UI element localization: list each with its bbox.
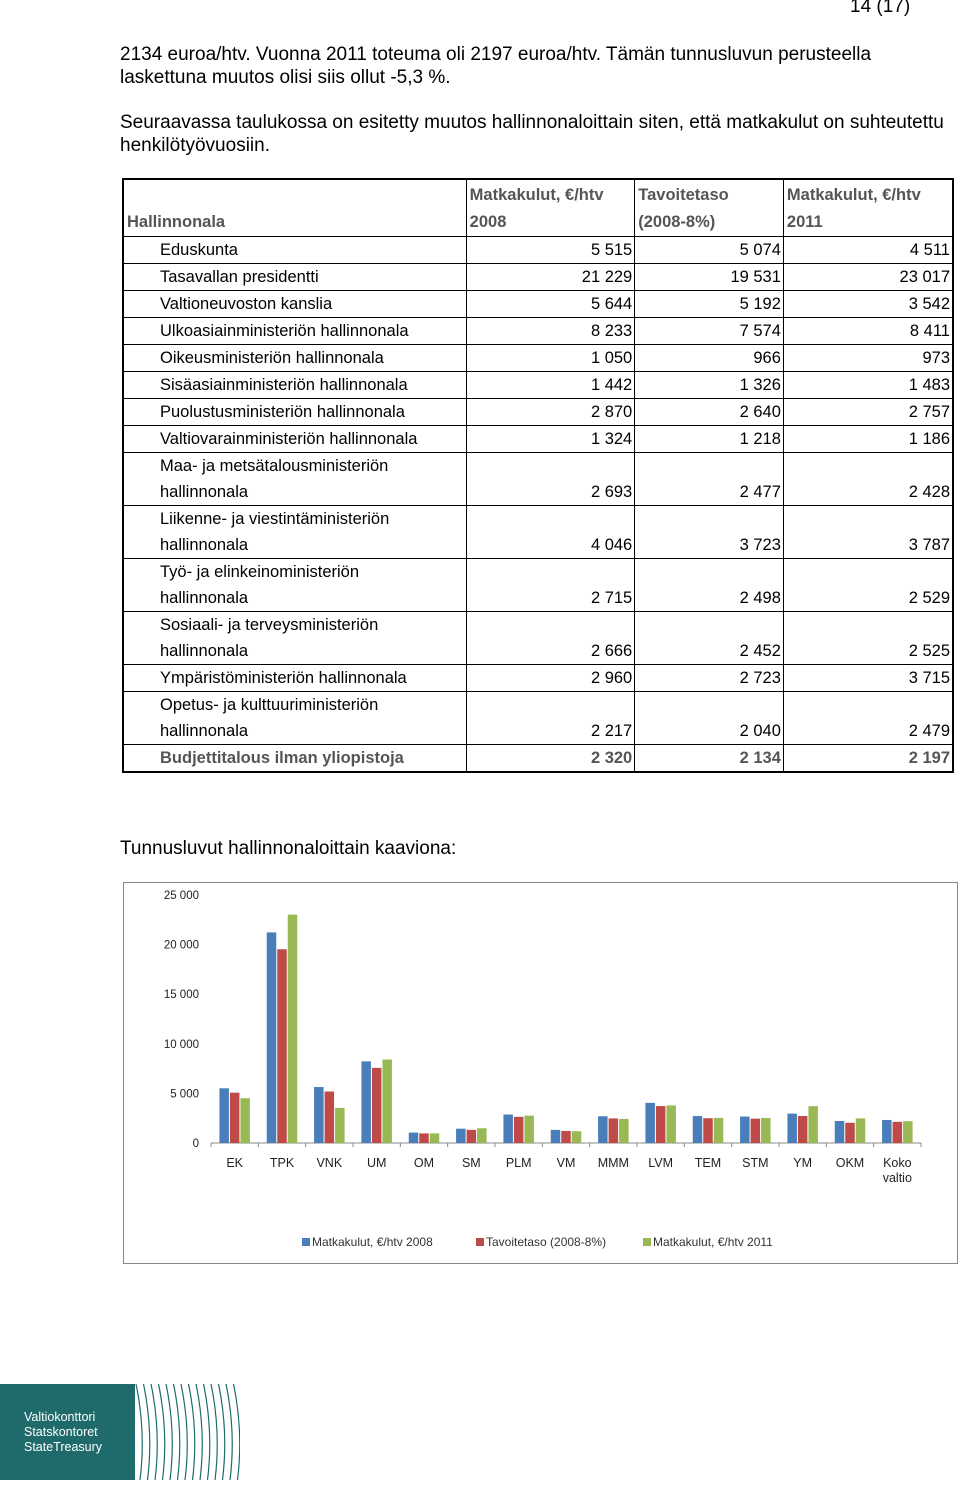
row-value-2008: 2 666 (466, 612, 635, 665)
legend-swatch (302, 1238, 310, 1246)
intro-paragraph-1: 2134 euroa/htv. Vuonna 2011 toteuma oli 2197 euroa/htv. Tämän tunnusluvun perusteella laskettuna muutos olisi siis ollut -5,3 %. (120, 44, 872, 88)
row-value-target: 2 452 (635, 612, 784, 665)
y-tick-label: 10 000 (163, 1038, 199, 1051)
table-header-row (123, 179, 953, 237)
x-tick-label: LVM (648, 1156, 674, 1170)
row-name: Liikenne- ja viestintäministeriön hallinnonala (123, 506, 466, 559)
row-value-2011: 2 757 (783, 399, 953, 426)
row-value-2011: 2 525 (783, 612, 953, 665)
header-hallinnonala: Hallinnonala (123, 179, 466, 237)
total-2011: 2 197 (783, 745, 953, 773)
header-matkakulut-2011: Matkakulut, €/htv 2011 (783, 179, 953, 237)
row-value-2008: 4 046 (466, 506, 635, 559)
bar-mmm-series-2 (609, 1118, 619, 1143)
x-tick-label: TEM (694, 1156, 722, 1170)
bar-sm-series-1 (456, 1129, 466, 1143)
table-row (123, 291, 953, 318)
page-number: 14 (17) (850, 0, 911, 17)
bar-um-series-2 (372, 1068, 382, 1143)
bar-vm-series-3 (572, 1131, 582, 1143)
logo-line-3: StateTreasury (24, 1440, 103, 1454)
table-row (123, 399, 953, 426)
x-tick-label: PLM (505, 1156, 532, 1170)
bar-stm-series-3 (761, 1118, 771, 1143)
bar-koko-valtio-series-2 (893, 1122, 903, 1143)
y-tick-label: 15 000 (163, 989, 199, 1002)
row-name: Tasavallan presidentti (123, 264, 466, 291)
row-value-target: 2 640 (635, 399, 784, 426)
bar-um-series-1 (361, 1061, 371, 1143)
bar-ek-series-3 (240, 1098, 250, 1143)
row-name: Puolustusministeriön hallinnonala (123, 399, 466, 426)
bar-tpk-series-2 (277, 949, 287, 1143)
row-value-2011: 1 186 (783, 426, 953, 453)
x-tick-label: YM (793, 1156, 813, 1170)
x-tick-label: EK (226, 1156, 244, 1170)
bar-chart-svg (124, 883, 959, 1265)
table-row (123, 372, 953, 399)
bar-vm-series-2 (561, 1131, 571, 1143)
row-value-2011: 2 479 (783, 692, 953, 745)
row-value-2008: 2 960 (466, 665, 635, 692)
row-name: Maa- ja metsätalousministeriön hallinnonala (123, 453, 466, 506)
total-target: 2 134 (635, 745, 784, 773)
row-value-2008: 1 442 (466, 372, 635, 399)
bar-vnk-series-2 (325, 1091, 335, 1143)
bar-koko-valtio-series-3 (903, 1121, 913, 1143)
row-value-target: 2 498 (635, 559, 784, 612)
bar-plm-series-2 (514, 1117, 524, 1143)
row-value-2008: 21 229 (466, 264, 635, 291)
legend-label: Matkakulut, €/htv 2008 (312, 1235, 433, 1249)
table-row (123, 612, 953, 665)
bar-plm-series-1 (503, 1115, 512, 1143)
bar-tpk-series-3 (288, 915, 298, 1143)
intro-paragraph-2: Seuraavassa taulukossa on esitetty muutos hallinnonaloittain siten, että matkakulut on suhteutettu henkilötyövuosiin. (120, 112, 944, 156)
table-row (123, 453, 953, 506)
row-value-target: 2 723 (635, 665, 784, 692)
bar-tem-series-2 (703, 1118, 713, 1143)
bar-ym-series-2 (798, 1116, 808, 1143)
table-row (123, 665, 953, 692)
table-row (123, 692, 953, 745)
row-name: Eduskunta (123, 237, 466, 264)
row-value-target: 5 192 (635, 291, 784, 318)
valtiokonttori-logo (0, 1384, 240, 1480)
bar-lvm-series-1 (645, 1103, 655, 1143)
row-value-target: 2 477 (635, 453, 784, 506)
bar-lvm-series-3 (666, 1105, 676, 1143)
row-value-target: 5 074 (635, 237, 784, 264)
bar-koko-valtio-series-1 (882, 1120, 892, 1143)
bar-sm-series-3 (477, 1128, 487, 1143)
bar-vnk-series-1 (314, 1087, 324, 1143)
table-row (123, 264, 953, 291)
legend-label: Tavoitetaso (2008-8%) (486, 1235, 607, 1249)
y-tick-label: 20 000 (163, 939, 199, 952)
x-tick-label: MMM (597, 1156, 629, 1170)
bar-stm-series-2 (751, 1119, 761, 1143)
total-2008: 2 320 (466, 745, 635, 773)
bar-ym-series-3 (808, 1106, 818, 1143)
row-value-target: 19 531 (635, 264, 784, 291)
row-name: Opetus- ja kulttuuriministeriön hallinnonala (123, 692, 466, 745)
x-tick-label: TPK (269, 1156, 295, 1170)
total-label: Budjettitalous ilman yliopistoja (123, 745, 466, 773)
bar-okm-series-1 (835, 1121, 845, 1143)
row-value-target: 1 326 (635, 372, 784, 399)
row-value-2011: 1 483 (783, 372, 953, 399)
chart-caption: Tunnusluvut hallinnonaloittain kaaviona: (120, 838, 457, 859)
row-value-2011: 4 511 (783, 237, 953, 264)
x-tick-label: VNK (316, 1156, 343, 1170)
bar-om-series-3 (430, 1133, 440, 1143)
bar-okm-series-3 (856, 1118, 866, 1143)
header-tavoitetaso: Tavoitetaso (2008-8%) (635, 179, 784, 237)
y-tick-label: 25 000 (163, 890, 199, 902)
y-tick-label: 0 (192, 1138, 199, 1150)
row-value-target: 3 723 (635, 506, 784, 559)
row-value-2008: 2 715 (466, 559, 635, 612)
bar-stm-series-1 (740, 1117, 750, 1143)
logo-line-1: Valtiokonttori (24, 1410, 96, 1424)
table-total-row (123, 745, 953, 773)
row-value-target: 966 (635, 345, 784, 372)
row-value-2008: 2 870 (466, 399, 635, 426)
row-value-2011: 2 529 (783, 559, 953, 612)
row-name: Valtioneuvoston kanslia (123, 291, 466, 318)
bar-okm-series-2 (845, 1123, 855, 1143)
row-name: Valtiovarainministeriön hallinnonala (123, 426, 466, 453)
bar-tem-series-1 (693, 1116, 703, 1143)
bar-vnk-series-3 (335, 1108, 345, 1143)
row-value-2011: 3 542 (783, 291, 953, 318)
bar-tem-series-3 (714, 1118, 724, 1143)
bar-lvm-series-2 (656, 1106, 666, 1143)
row-value-2011: 8 411 (783, 318, 953, 345)
bar-ek-series-1 (219, 1088, 229, 1143)
row-value-2008: 2 693 (466, 453, 635, 506)
row-name: Sisäasiainministeriön hallinnonala (123, 372, 466, 399)
row-value-2008: 8 233 (466, 318, 635, 345)
logo-line-2: Statskontoret (24, 1425, 98, 1439)
table-row (123, 345, 953, 372)
x-tick-label: OKM (835, 1156, 865, 1170)
row-value-2011: 2 428 (783, 453, 953, 506)
row-value-2011: 3 787 (783, 506, 953, 559)
row-value-2008: 5 515 (466, 237, 635, 264)
row-value-target: 1 218 (635, 426, 784, 453)
header-matkakulut-2008: Matkakulut, €/htv 2008 (466, 179, 635, 237)
bar-mmm-series-3 (619, 1119, 629, 1143)
bar-om-series-2 (419, 1133, 429, 1143)
row-value-target: 7 574 (635, 318, 784, 345)
row-value-2008: 5 644 (466, 291, 635, 318)
bar-plm-series-3 (524, 1116, 534, 1143)
bar-sm-series-2 (467, 1130, 477, 1143)
x-tick-label: SM (461, 1156, 481, 1170)
travel-cost-table (122, 178, 954, 773)
legend-swatch (476, 1238, 484, 1246)
y-tick-label: 5 000 (170, 1088, 199, 1101)
bar-chart (123, 882, 958, 1264)
bar-om-series-1 (409, 1133, 419, 1143)
row-value-2008: 1 324 (466, 426, 635, 453)
x-tick-label: valtio (882, 1171, 912, 1185)
table-row (123, 506, 953, 559)
row-value-2011: 23 017 (783, 264, 953, 291)
bar-ym-series-1 (787, 1114, 797, 1143)
row-value-2011: 973 (783, 345, 953, 372)
row-value-target: 2 040 (635, 692, 784, 745)
row-value-2008: 1 050 (466, 345, 635, 372)
table-row (123, 559, 953, 612)
row-name: Ympäristöministeriön hallinnonala (123, 665, 466, 692)
bar-um-series-3 (382, 1060, 392, 1143)
row-name: Työ- ja elinkeinoministeriön hallinnonala (123, 559, 466, 612)
table-row (123, 237, 953, 264)
legend-swatch (643, 1238, 651, 1246)
table-row (123, 318, 953, 345)
legend-label: Matkakulut, €/htv 2011 (653, 1235, 773, 1249)
x-tick-label: VM (556, 1156, 576, 1170)
bar-mmm-series-1 (598, 1116, 608, 1143)
row-value-2011: 3 715 (783, 665, 953, 692)
table-row (123, 426, 953, 453)
bar-tpk-series-1 (267, 932, 277, 1143)
bar-ek-series-2 (230, 1093, 240, 1143)
row-value-2008: 2 217 (466, 692, 635, 745)
bar-vm-series-1 (551, 1130, 561, 1143)
row-name: Oikeusministeriön hallinnonala (123, 345, 466, 372)
x-tick-label: UM (366, 1156, 387, 1170)
x-tick-label: STM (742, 1156, 769, 1170)
row-name: Sosiaali- ja terveysministeriön hallinnonala (123, 612, 466, 665)
x-tick-label: OM (413, 1156, 435, 1170)
row-name: Ulkoasiainministeriön hallinnonala (123, 318, 466, 345)
x-tick-label: Koko (883, 1156, 912, 1170)
